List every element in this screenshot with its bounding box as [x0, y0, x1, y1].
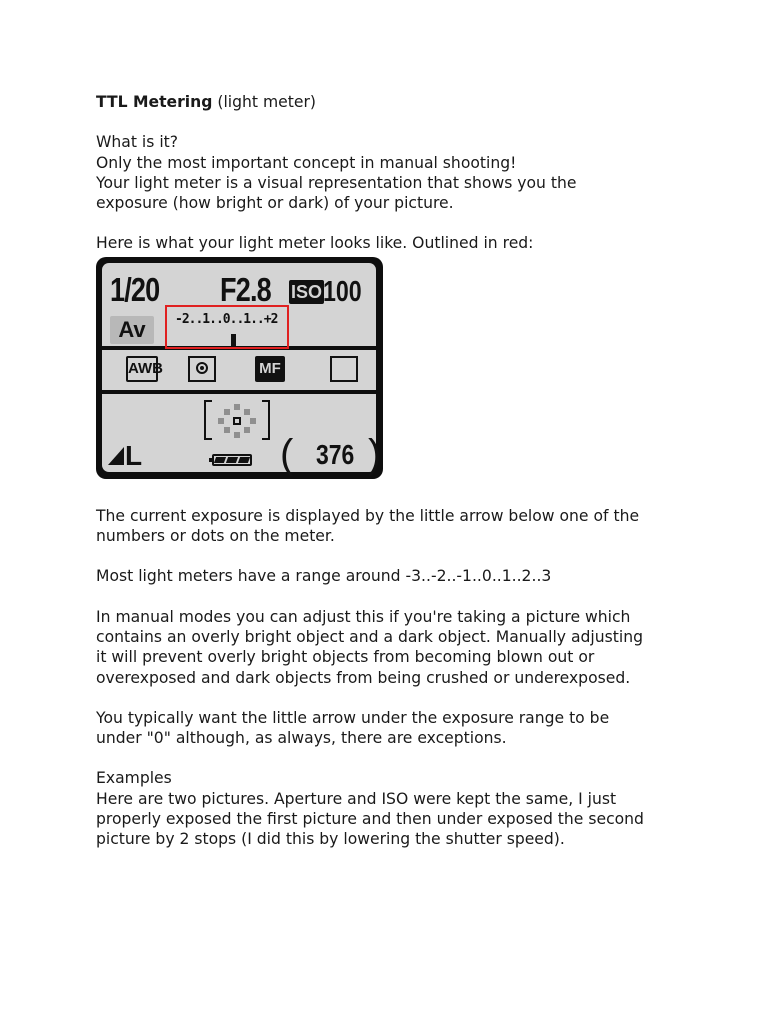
paragraph-line: Most light meters have a range around -3..-2..-1..0..1..2..3	[96, 567, 552, 586]
camera-lcd-panel	[96, 257, 383, 479]
image-quality	[108, 439, 143, 471]
paragraph-line: overexposed and dark objects from being crushed or underexposed.	[96, 668, 631, 687]
lcd-middle-section	[102, 350, 376, 390]
paragraph-line: properly exposed the first picture and then under exposed the second	[96, 810, 644, 829]
doc-title	[96, 92, 736, 112]
af-points-icon	[204, 400, 270, 442]
paragraph-line: under "0" although, as always, there are exceptions.	[96, 729, 507, 748]
paragraph-line: In manual modes you can adjust this if you're taking a picture which	[96, 607, 631, 626]
paragraph-line: Only the most important concept in manual shooting!	[96, 153, 517, 172]
paragraph-line: exposure (how bright or dark) of your picture.	[96, 194, 454, 213]
paragraph-line: contains an overly bright object and a dark object. Manually adjusting	[96, 627, 643, 646]
evaluative-metering-icon	[188, 356, 216, 382]
paragraph-line: The current exposure is displayed by the little arrow below one of the	[96, 506, 640, 525]
shots-count: 376	[316, 438, 355, 470]
battery-icon	[212, 454, 252, 466]
iso-label: ISO	[291, 281, 323, 302]
manual-focus-icon: MF	[255, 356, 285, 382]
paragraph-line: Here are two pictures. Aperture and ISO were kept the same, I just	[96, 789, 617, 808]
paragraph-line: What is it?	[96, 133, 179, 152]
paragraph-line: numbers or dots on the meter.	[96, 527, 335, 546]
quality-label: L	[125, 439, 143, 471]
paragraph-line: Here is what your light meter looks like. Outlined in red:	[96, 234, 534, 253]
shutter-speed: 1/20	[110, 270, 160, 308]
aperture-value: F2.8	[220, 270, 271, 308]
lcd-top-section	[102, 263, 376, 346]
doc-title-strong: TTL Metering	[96, 93, 213, 111]
quality-triangle-icon	[108, 447, 124, 465]
paragraph-line: Examples	[96, 769, 172, 788]
exposure-scale: -2..1..0..1..+2	[175, 311, 278, 327]
iso-value: 100	[323, 275, 362, 308]
doc-title-rest: (light meter)	[212, 93, 316, 111]
shots-remaining: ( 376 )	[280, 431, 382, 476]
light-meter-outline	[165, 305, 289, 349]
paragraph-line: picture by 2 stops (I did this by lowering the shutter speed).	[96, 830, 565, 849]
document-body	[96, 92, 736, 850]
exposure-indicator	[231, 334, 236, 346]
paragraph-line: You typically want the little arrow under the exposure range to be	[96, 708, 610, 727]
awb-icon: AWB	[126, 356, 158, 382]
paragraph-line: Your light meter is a visual representation that shows you the	[96, 173, 577, 192]
empty-box-icon	[330, 356, 358, 382]
lcd-bottom-section	[102, 394, 382, 476]
paragraph-line: it will prevent overly bright objects from becoming blown out or	[96, 648, 595, 667]
shooting-mode: Av	[110, 316, 154, 344]
